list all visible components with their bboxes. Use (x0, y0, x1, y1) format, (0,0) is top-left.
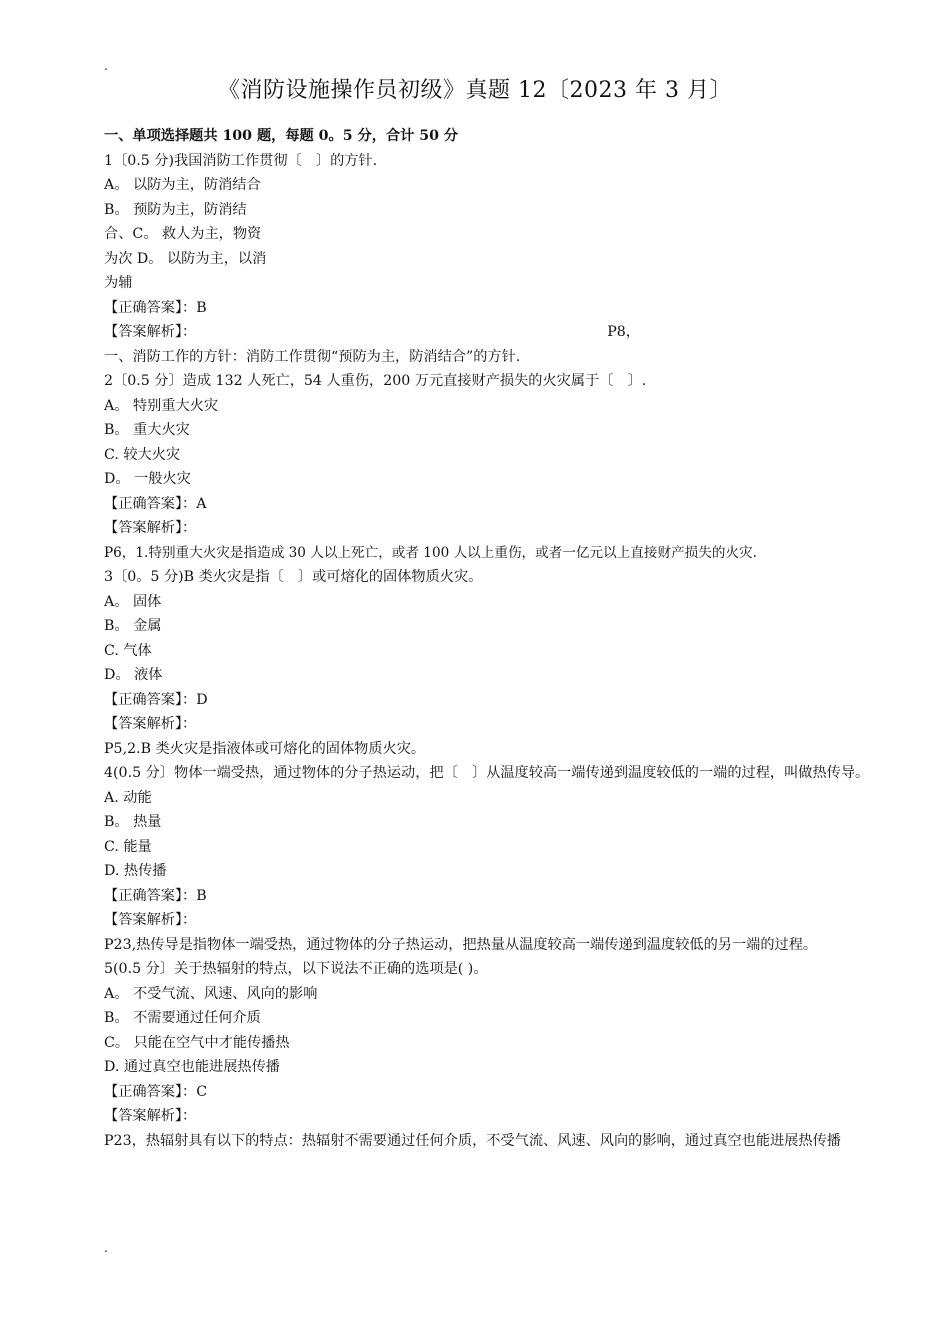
question-1-line: A。 以防为主，防消结合 (104, 177, 261, 193)
option: D。 一般火灾 (104, 471, 191, 487)
question-1-line: 合、C。 救人为主，物资 (104, 226, 262, 242)
question-1-line: 为辅 (104, 275, 133, 291)
question-5-analysis-label: 【答案解析】： (104, 1108, 197, 1124)
question-4-stem: 4(0.5 分〕物体一端受热，通过物体的分子热运动，把〔 〕从温度较高一端传递到温度较低的一端的过程，叫做热传导。 (104, 765, 870, 781)
option: C。 只能在空气中才能传播热 (104, 1034, 290, 1051)
option: A。 特别重大火灾 (104, 397, 219, 414)
question-5-explanation: P23，热辐射具有以下的特点：热辐射不需要通过任何介质，不受气流、风速、风向的影响，通过真空也能进展热传播 (104, 1132, 841, 1149)
question-5-answer: 【正确答案】：C (104, 1083, 208, 1100)
question-5-stem: 5(0.5 分〕关于热辐射的特点，以下说法不正确的选项是( )。 (104, 961, 488, 977)
option: B。 金属 (104, 618, 162, 634)
section-heading: 一、单项选择题共 100 题，每题 0。5 分，合计 50 分 (104, 128, 459, 144)
question-4-answer: 【正确答案】：B (104, 887, 207, 904)
question-1-stem: 1〔0.5 分)我国消防工作贯彻〔 〕的方针. (104, 152, 378, 169)
question-3-answer: 【正确答案】：D (104, 691, 208, 708)
option: C. 能量 (104, 838, 152, 855)
question-1-analysis-row (104, 320, 876, 345)
question-1-answer: 【正确答案】：B (104, 299, 207, 316)
option: B。 热量 (104, 814, 162, 830)
analysis-page-ref: P8， (607, 324, 640, 340)
question-2-explanation: P6，1.特别重大火灾是指造成 30 人以上死亡，或者 100 人以上重伤，或者一亿元以上直接财产损失的火灾. (104, 544, 757, 561)
question-2-stem: 2〔0.5 分〕造成 132 人死亡，54 人重伤，200 万元直接财产损失的火灾属于〔 〕. (104, 373, 647, 389)
question-3-stem: 3〔0。5 分)B 类火灾是指〔 〕或可熔化的固体物质火灾。 (104, 569, 483, 585)
question-2-answer: 【正确答案】：A (104, 495, 207, 512)
option: A。 不受气流、风速、风向的影响 (104, 985, 318, 1002)
question-4-analysis-label: 【答案解析】： (104, 912, 197, 928)
analysis-label: 【答案解析】： (104, 324, 197, 340)
question-1-line: B。 预防为主，防消结 (104, 201, 247, 218)
option: C. 较大火灾 (104, 446, 181, 463)
option: D. 热传播 (104, 863, 167, 879)
option: B。 重大火灾 (104, 422, 190, 438)
option: A。 固体 (104, 593, 162, 610)
footer-mark: . (104, 1241, 108, 1255)
option: D。 液体 (104, 667, 163, 683)
question-4-explanation: P23,热传导是指物体一端受热，通过物体的分子热运动，把热量从温度较高一端传递到温度较低的另一端的过程。 (104, 936, 818, 953)
option: A. 动能 (104, 789, 152, 806)
page-title: 《消防设施操作员初级》真题 12〔2023 年 3 月〕 (218, 78, 732, 103)
question-3-analysis-label: 【答案解析】： (104, 716, 197, 732)
question-1-explanation: 一、消防工作的方针：消防工作贯彻“预防为主，防消结合”的方针. (104, 348, 521, 365)
question-1-line: 为次 D。 以防为主，以消 (104, 250, 267, 267)
option: C. 气体 (104, 642, 152, 659)
question-3-explanation: P5,2.B 类火灾是指液体或可熔化的固体物质火灾。 (104, 740, 426, 757)
option: D. 通过真空也能进展热传播 (104, 1059, 280, 1075)
header-mark: . (104, 59, 108, 73)
question-2-analysis-label: 【答案解析】： (104, 520, 197, 536)
option: B。 不需要通过任何介质 (104, 1010, 261, 1026)
document-body (104, 124, 876, 1153)
